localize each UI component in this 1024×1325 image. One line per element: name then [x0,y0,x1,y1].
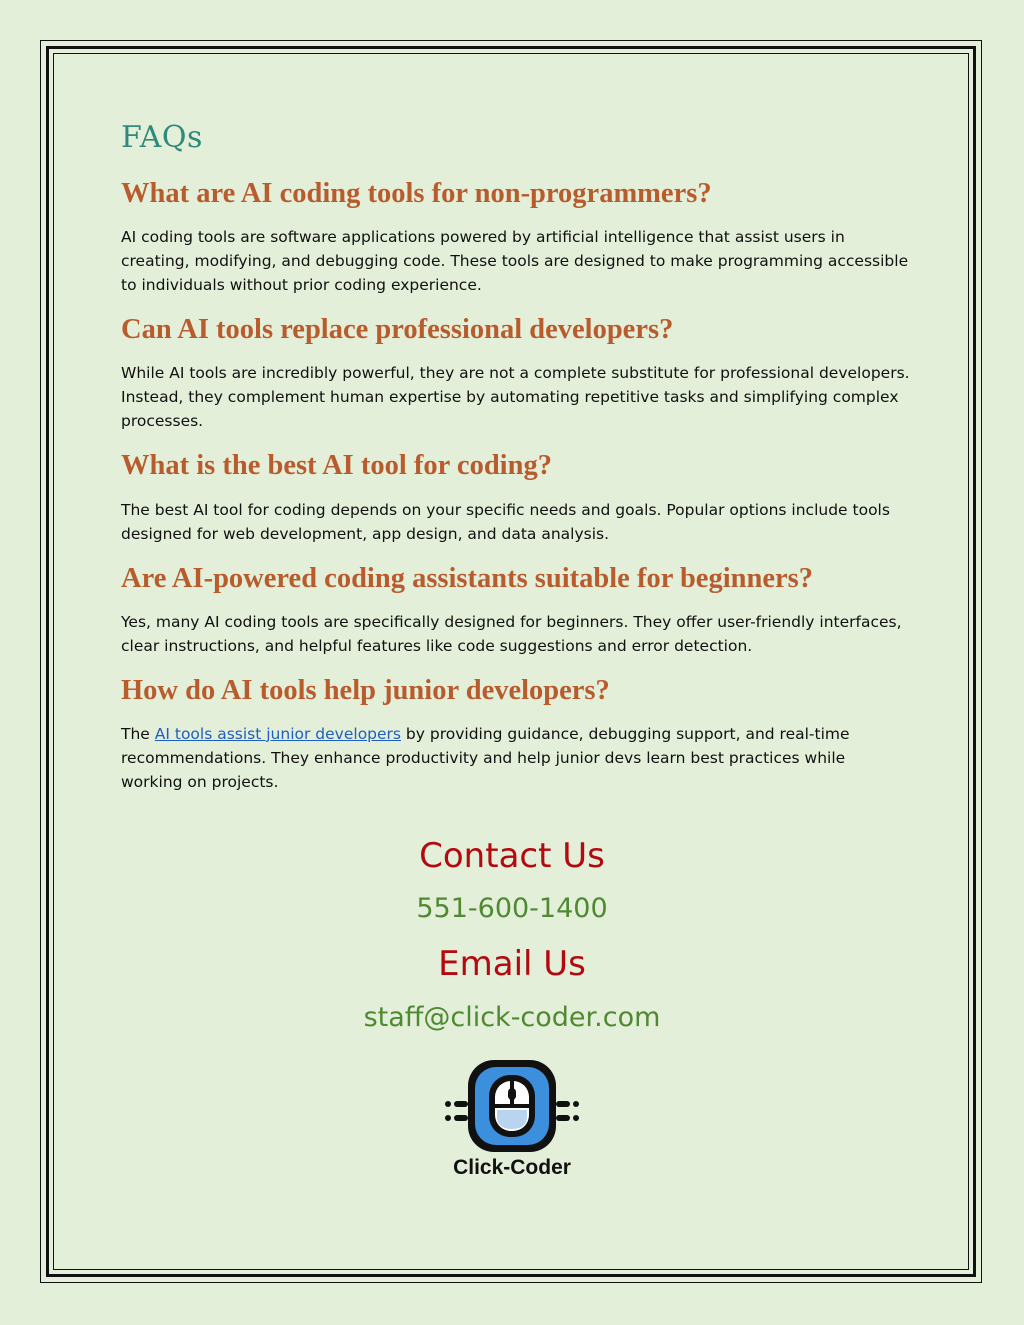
faq-item [121,562,911,658]
junior-developers-link[interactable]: AI tools assist junior developers [154,724,401,743]
faq-question: How do AI tools help junior developers? [121,674,610,706]
email-heading: Email Us [438,944,586,984]
faq-item [121,313,911,433]
faq-item [121,449,911,545]
click-coder-logo [440,1058,584,1188]
faq-answer: Yes, many AI coding tools are specifically designed for beginners. They offer user-friendly interfaces, clear instructions, and helpful features like code suggestions and error detection. [121,612,902,655]
faq-answer: AI coding tools are software applications powered by artificial intelligence that assist users in creating, modifying, and debugging code. These tools are designed to make programming accessible to individuals without prior coding experience. [121,228,909,295]
faq-question: Can AI tools replace professional developers? [121,314,674,346]
faq-item [121,674,911,794]
logo-text: Click-Coder [453,1156,571,1179]
faq-title: FAQs [121,120,203,155]
faq-question: Are AI-powered coding assistants suitable for beginners? [121,562,813,594]
faq-answer: The best AI tool for coding depends on your specific needs and goals. Popular options include tools designed for web development, app design, and data analysis. [121,500,890,543]
faq-item [121,177,911,297]
faq-section [121,120,911,810]
mouse-icon [440,1058,584,1158]
contact-phone[interactable]: 551-600-1400 [416,893,608,924]
contact-heading: Contact Us [419,836,605,876]
faq-question: What is the best AI tool for coding? [121,450,552,482]
answer-prefix: The [121,724,155,743]
answer-suffix: by providing guidance, debugging support, and real-time recommendations. They enhance productivity and help junior devs learn best practices while working on projects. [121,724,850,791]
faq-answer [121,722,911,794]
contact-email[interactable]: staff@click-coder.com [363,1002,661,1033]
faq-answer: While AI tools are incredibly powerful, they are not a complete substitute for professional developers. Instead, they complement human expertise by automating repetitive tasks and simplifying complex processes. [121,364,910,431]
faq-question: What are AI coding tools for non-programmers? [121,178,712,209]
